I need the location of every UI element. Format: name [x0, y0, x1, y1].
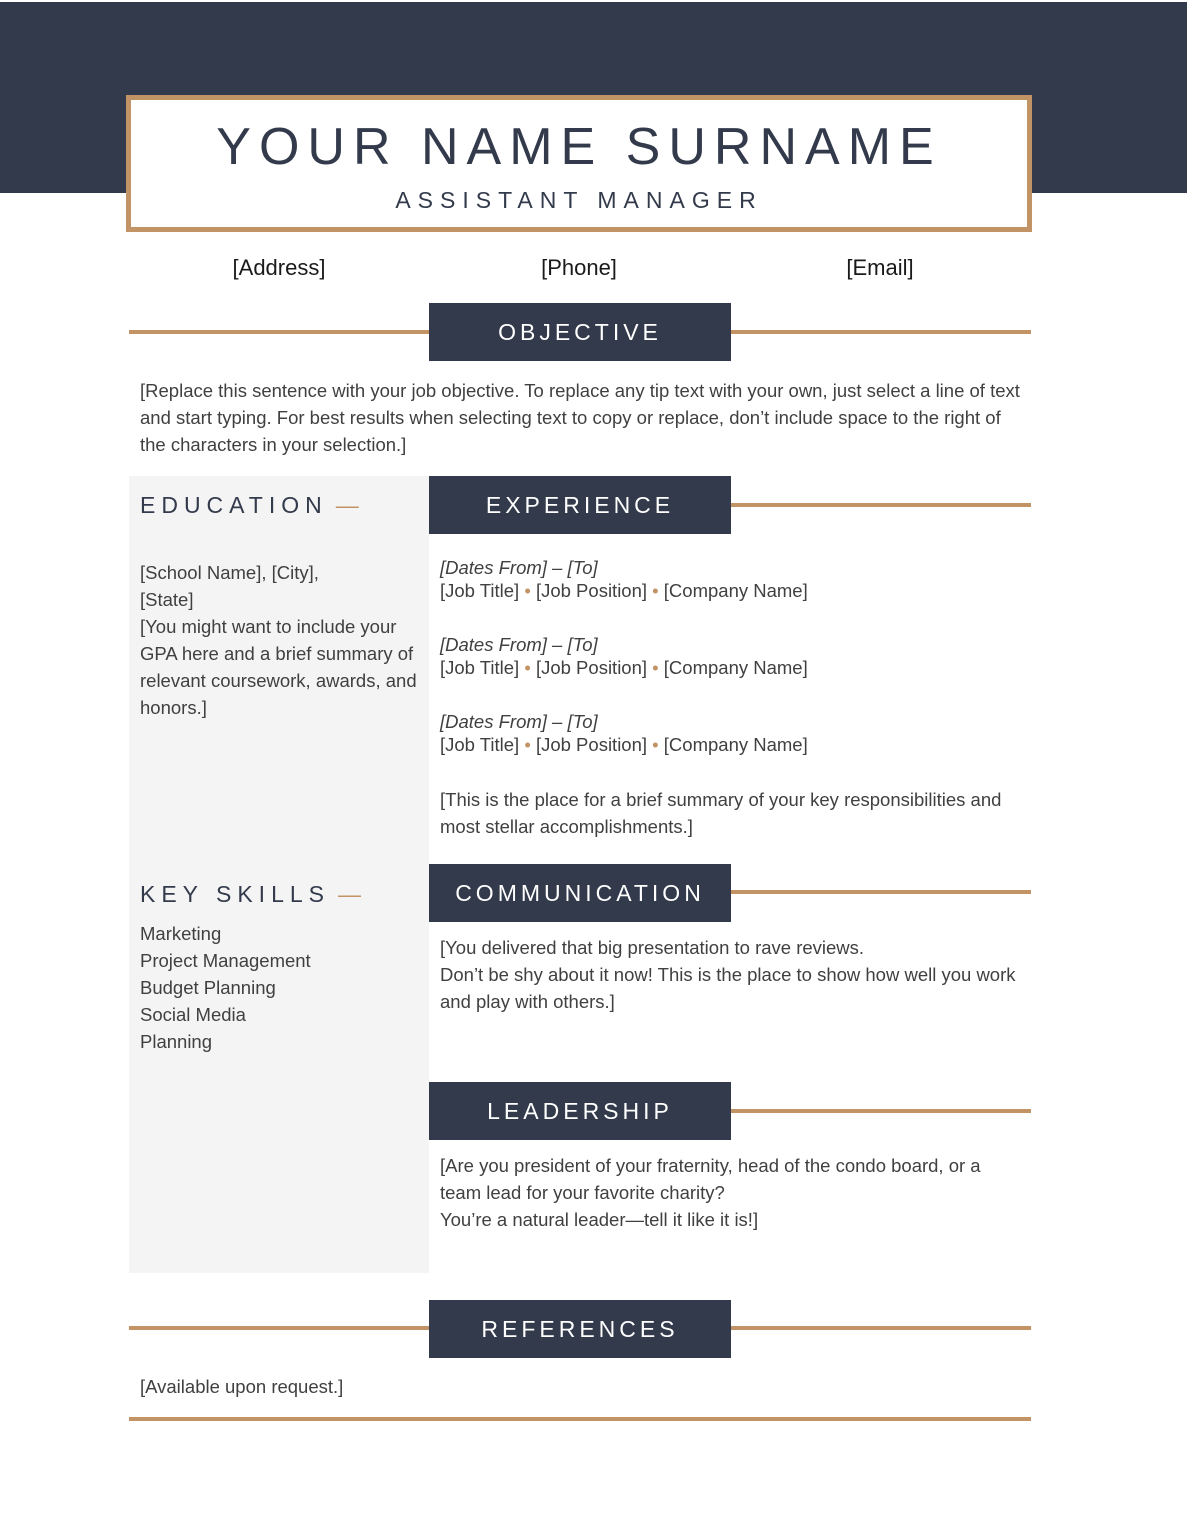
- skill-item: Social Media: [140, 1004, 246, 1025]
- key-skills-dash: —: [338, 881, 361, 907]
- skill-item: Marketing: [140, 923, 222, 944]
- job-dates: [Dates From] – [To]: [440, 634, 598, 655]
- separator-dot: •: [652, 734, 659, 755]
- references-text: [Available upon request.]: [140, 1376, 344, 1397]
- job-title-text: [Job Title]: [440, 580, 520, 601]
- experience-item: [440, 556, 808, 602]
- job-position: [Job Position]: [535, 734, 648, 755]
- separator-dot: •: [652, 580, 659, 601]
- education-school: [School Name], [City], [State]: [140, 562, 319, 610]
- job-title-text: [Job Title]: [440, 734, 520, 755]
- contact-address: [Address]: [232, 255, 326, 280]
- skill-item: Project Management: [140, 950, 311, 971]
- job-company: [Company Name]: [663, 580, 808, 601]
- job-dates: [Dates From] – [To]: [440, 557, 598, 578]
- job-company: [Company Name]: [663, 734, 808, 755]
- experience-rule: [731, 503, 1031, 507]
- education-dash: —: [335, 492, 359, 518]
- leadership-line-2: You’re a natural leader—tell it like it is!]: [440, 1209, 759, 1230]
- skill-item: Budget Planning: [140, 977, 276, 998]
- skill-item: Planning: [140, 1031, 213, 1052]
- separator-dot: •: [652, 657, 659, 678]
- communication-line-2: Don’t be shy about it now! This is the place to show how well you work and play with others.]: [440, 964, 1016, 1012]
- job-title-text: [Job Title]: [440, 657, 520, 678]
- skills-list: [140, 920, 420, 1055]
- experience-item: [440, 710, 808, 756]
- separator-dot: •: [524, 580, 531, 601]
- footer-rule: [129, 1417, 1031, 1421]
- communication-text: [440, 934, 1020, 1015]
- contact-email: [Email]: [846, 255, 914, 280]
- leadership-line-1: [Are you president of your fraternity, head of the condo board, or a team lead for your favorite charity?: [440, 1155, 981, 1203]
- experience-heading: EXPERIENCE: [429, 476, 731, 534]
- education-heading: EDUCATION —: [140, 492, 359, 518]
- communication-heading: COMMUNICATION: [429, 864, 731, 922]
- job-position: [Job Position]: [535, 580, 648, 601]
- job-dates: [Dates From] – [To]: [440, 711, 598, 732]
- education-details: [You might want to include your GPA here and a brief summary of relevant coursework, awards, and honors.]: [140, 616, 417, 718]
- leadership-heading: LEADERSHIP: [429, 1082, 731, 1140]
- references-heading: REFERENCES: [429, 1300, 731, 1358]
- leadership-text: [440, 1152, 1020, 1233]
- separator-dot: •: [524, 657, 531, 678]
- contact-phone: [Phone]: [541, 255, 617, 280]
- experience-item: [440, 633, 808, 679]
- objective-rule-left: [129, 330, 429, 334]
- key-skills-heading: KEY SKILLS —: [140, 881, 361, 907]
- communication-rule: [731, 890, 1031, 894]
- job-position: [Job Position]: [535, 657, 648, 678]
- education-block: [140, 559, 420, 721]
- objective-text: [Replace this sentence with your job objective. To replace any tip text with your own, just select a line of text and start typing. For best results when selecting text to copy or replace, don’t include space to the right of the characters in your selection.]: [140, 380, 1020, 455]
- leadership-rule: [731, 1109, 1031, 1113]
- communication-line-1: [You delivered that big presentation to rave reviews.: [440, 937, 865, 958]
- objective-heading: OBJECTIVE: [429, 303, 731, 361]
- objective-rule-right: [731, 330, 1031, 334]
- name-box: [126, 95, 1032, 232]
- full-name: YOUR NAME SURNAME: [216, 118, 942, 176]
- separator-dot: •: [524, 734, 531, 755]
- references-rule-left: [129, 1326, 429, 1330]
- experience-summary: [This is the place for a brief summary of your key responsibilities and most stellar accomplishments.]: [440, 789, 1002, 837]
- references-rule-right: [731, 1326, 1031, 1330]
- job-title: ASSISTANT MANAGER: [395, 187, 763, 213]
- job-company: [Company Name]: [663, 657, 808, 678]
